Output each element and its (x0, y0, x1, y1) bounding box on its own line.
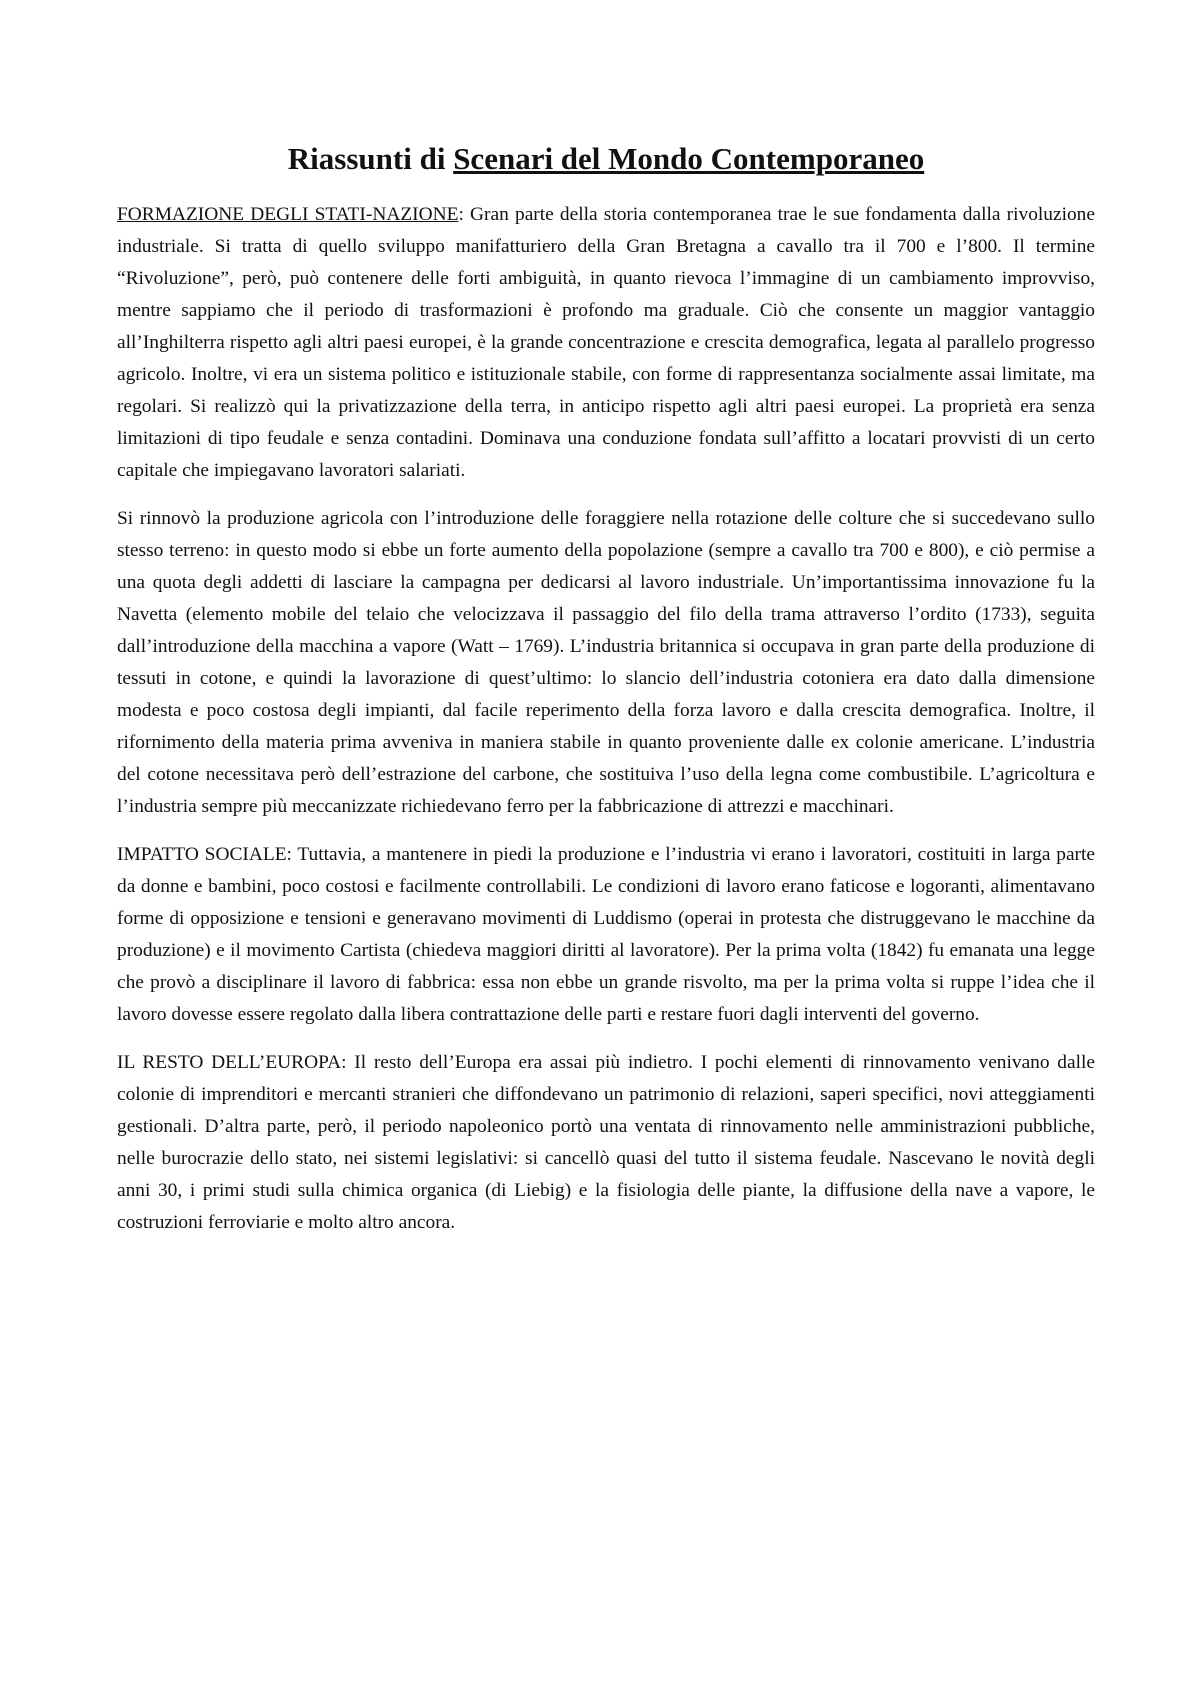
section-heading: FORMAZIONE DEGLI STATI-NAZIONE (117, 204, 459, 226)
document-body (117, 140, 1095, 1255)
document-title (117, 140, 1095, 177)
title-prefix: Riassunti di (287, 141, 454, 176)
paragraph-produzione-agricola (117, 503, 1095, 823)
paragraph-impatto-sociale (117, 839, 1095, 1031)
paragraph-text: Si rinnovò la produzione agricola con l’introduzione delle foraggiere nella rotazione delle colture che si succedevano sullo stesso terreno: in questo modo si ebbe un forte aumento della popolazione (sempre a cavallo tra 700 e 800), e ciò permise a una quota degli addetti di lasciare la campagna per dedicarsi al lavoro industriale. Un’importantissima innovazione fu la Navetta (elemento mobile del telaio che velocizzava il passaggio del filo della trama attraverso l’ordito (1733), seguita dall’introduzione della macchina a vapore (Watt – 1769). L’industria britannica si occupava in gran parte della produzione di tessuti in cotone, e quindi la lavorazione di quest’ultimo: lo slancio dell’industria cotoniera era dato dalla dimensione modesta e poco costosa degli impianti, dal facile reperimento della forza lavoro e dalla crescita demografica. Inoltre, il rifornimento della materia prima avveniva in maniera stabile in quanto proveniente dalle ex colonie americane. L’industria del cotone necessitava però dell’estrazione del carbone, che sostituiva l’uso della legna come combustibile. L’agricoltura e l’industria sempre più meccanizzate richiedevano ferro per la fabbricazione di attrezzi e macchinari. (117, 508, 1095, 818)
paragraph-text: IMPATTO SOCIALE: Tuttavia, a mantenere in piedi la produzione e l’industria vi erano i lavoratori, costituiti in larga parte da donne e bambini, poco costosi e facilmente controllabili. Le condizioni di lavoro erano faticose e logoranti, alimentavano forme di opposizione e tensioni e generavano movimenti di Luddismo (operai in protesta che distruggevano le macchine da produzione) e il movimento Cartista (chiedeva maggiori diritti al lavoratore). Per la prima volta (1842) fu emanata una legge che provò a disciplinare il lavoro di fabbrica: essa non ebbe un grande risvolto, ma per la prima volta si ruppe l’idea che il lavoro dovesse essere regolato dalla libera contrattazione delle parti e restare fuori dagli interventi del governo. (117, 844, 1095, 1026)
paragraph-resto-europa (117, 1047, 1095, 1239)
paragraph-text: : Gran parte della storia contemporanea trae le sue fondamenta dalla rivoluzione industriale. Si tratta di quello sviluppo manifatturiero della Gran Bretagna a cavallo tra il 700 e l’800. Il termine “Rivoluzione”, però, può contenere delle forti ambiguità, in quanto rievoca l’immagine di un cambiamento improvviso, mentre sappiamo che il periodo di trasformazioni è profondo ma graduale. Ciò che consente un maggior vantaggio all’Inghilterra rispetto agli altri paesi europei, è la grande concentrazione e crescita demografica, legata al parallelo progresso agricolo. Inoltre, vi era un sistema politico e istituzionale stabile, con forme di rappresentanza socialmente assai limitate, ma regolari. Si realizzò qui la privatizzazione della terra, in anticipo rispetto agli altri paesi europei. La proprietà era senza limitazioni di tipo feudale e senza contadini. Dominava una conduzione fondata sull’affitto a locatari provvisti di un certo capitale che impiegavano lavoratori salariati. (117, 204, 1095, 482)
paragraph-formazione-stati-nazione (117, 199, 1095, 487)
title-subject: Scenari del Mondo Contemporaneo (453, 141, 925, 176)
paragraph-text: IL RESTO DELL’EUROPA: Il resto dell’Europa era assai più indietro. I pochi elementi di rinnovamento venivano dalle colonie di imprenditori e mercanti stranieri che diffondevano un patrimonio di relazioni, saperi specifici, novi atteggiamenti gestionali. D’altra parte, però, il periodo napoleonico portò una ventata di rinnovamento nelle amministrazioni pubbliche, nelle burocrazie dello stato, nei sistemi legislativi: si cancellò quasi del tutto il sistema feudale. Nascevano le novità degli anni 30, i primi studi sulla chimica organica (di Liebig) e la fisiologia delle piante, la diffusione della nave a vapore, le costruzioni ferroviarie e molto altro ancora. (117, 1052, 1095, 1234)
